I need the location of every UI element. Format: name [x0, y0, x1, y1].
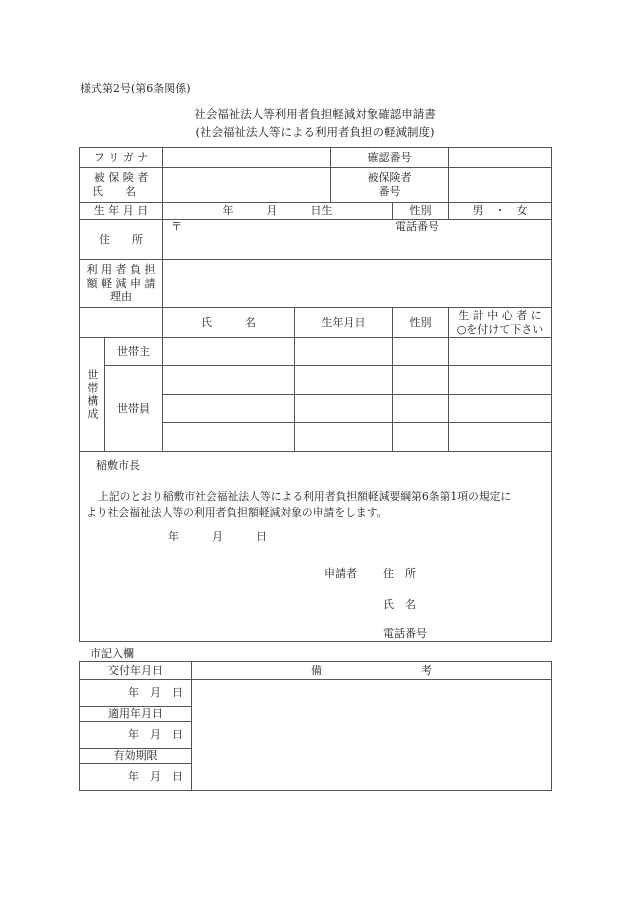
- insured-name-label: 被 保 険 者 氏 名: [80, 168, 163, 203]
- member-name-field[interactable]: [163, 423, 295, 452]
- head-sex-field[interactable]: [393, 338, 449, 366]
- issue-date-label: 交付年月日: [80, 662, 192, 680]
- member-name-field[interactable]: [163, 366, 295, 395]
- phone-label: 電話番号: [395, 220, 439, 233]
- confirm-no-field[interactable]: [449, 148, 552, 168]
- member-name-field[interactable]: [163, 395, 295, 423]
- furigana-label: フ リ ガ ナ: [80, 148, 163, 168]
- city-use-table: [79, 661, 552, 791]
- head-dob-field[interactable]: [295, 338, 393, 366]
- issue-date-field[interactable]: 年 月 日: [80, 680, 192, 707]
- col-name-header: 氏 名: [163, 308, 295, 338]
- dob-label: 生 年 月 日: [80, 203, 163, 220]
- reason-field[interactable]: [163, 260, 552, 308]
- member-label: 世帯員: [105, 366, 163, 452]
- remarks-field[interactable]: [192, 680, 552, 791]
- sex-label: 性別: [393, 203, 449, 220]
- insured-name-field[interactable]: [163, 168, 331, 203]
- apply-date-label: 適用年月日: [80, 707, 192, 722]
- declaration-text-1: 上記のとおり稲敷市社会福祉法人等による利用者負担額軽減要綱第6条第1項の規定に: [98, 490, 512, 503]
- applicant-label: 申請者: [324, 567, 357, 580]
- applicant-phone-label: 電話番号: [383, 627, 427, 640]
- furigana-field[interactable]: [163, 148, 331, 168]
- col-sex-header: 性別: [393, 308, 449, 338]
- confirm-no-label: 確認番号: [331, 148, 449, 168]
- city-section-heading: 市記入欄: [90, 647, 134, 660]
- member-center-field[interactable]: [449, 423, 552, 452]
- declaration-text-2: より社会福祉法人等の利用者負担額軽減対象の申請をします。: [86, 506, 388, 519]
- postal-mark: 〒: [171, 220, 182, 233]
- declaration-block: [80, 452, 552, 642]
- col-dob-header: 生年月日: [295, 308, 393, 338]
- declaration-date[interactable]: 年 月 日: [168, 530, 267, 543]
- reason-label: 利 用 者 負 担 額 軽 減 申 請 理由: [80, 260, 163, 308]
- remarks-label: 備 考: [192, 662, 552, 680]
- member-dob-field[interactable]: [295, 366, 393, 395]
- address-field[interactable]: [163, 220, 552, 260]
- head-center-field[interactable]: [449, 338, 552, 366]
- application-table: [79, 147, 552, 642]
- applicant-address-label: 住 所: [383, 567, 416, 580]
- form-title: 社会福祉法人等利用者負担軽減対象確認申請書: [194, 107, 436, 121]
- member-sex-field[interactable]: [393, 395, 449, 423]
- member-sex-field[interactable]: [393, 366, 449, 395]
- apply-date-field[interactable]: 年 月 日: [80, 722, 192, 749]
- insured-no-field[interactable]: [449, 168, 552, 203]
- member-dob-field[interactable]: [295, 423, 393, 452]
- mayor-addressee: 稲敷市長: [96, 459, 140, 472]
- head-label: 世帯主: [105, 338, 163, 366]
- sex-field[interactable]: 男 ・ 女: [449, 203, 552, 220]
- household-header-blank: [80, 308, 163, 338]
- col-center-header: 生 計 中 心 者 に ○を付けて下さい: [449, 308, 552, 338]
- member-center-field[interactable]: [449, 366, 552, 395]
- head-name-field[interactable]: [163, 338, 295, 366]
- insured-no-label: 被保険者 番号: [331, 168, 449, 203]
- household-side-label: 世帯構成: [80, 338, 105, 452]
- form-subtitle: (社会福祉法人等による利用者負担の軽減制度): [195, 125, 435, 139]
- member-sex-field[interactable]: [393, 423, 449, 452]
- form-number: 様式第2号(第6条関係): [80, 82, 191, 95]
- member-dob-field[interactable]: [295, 395, 393, 423]
- member-center-field[interactable]: [449, 395, 552, 423]
- valid-date-field[interactable]: 年 月 日: [80, 764, 192, 791]
- address-label: 住 所: [80, 220, 163, 260]
- dob-field[interactable]: 年 月 日生: [163, 203, 393, 220]
- valid-label: 有効期限: [80, 749, 192, 764]
- applicant-name-label: 氏 名: [383, 598, 416, 611]
